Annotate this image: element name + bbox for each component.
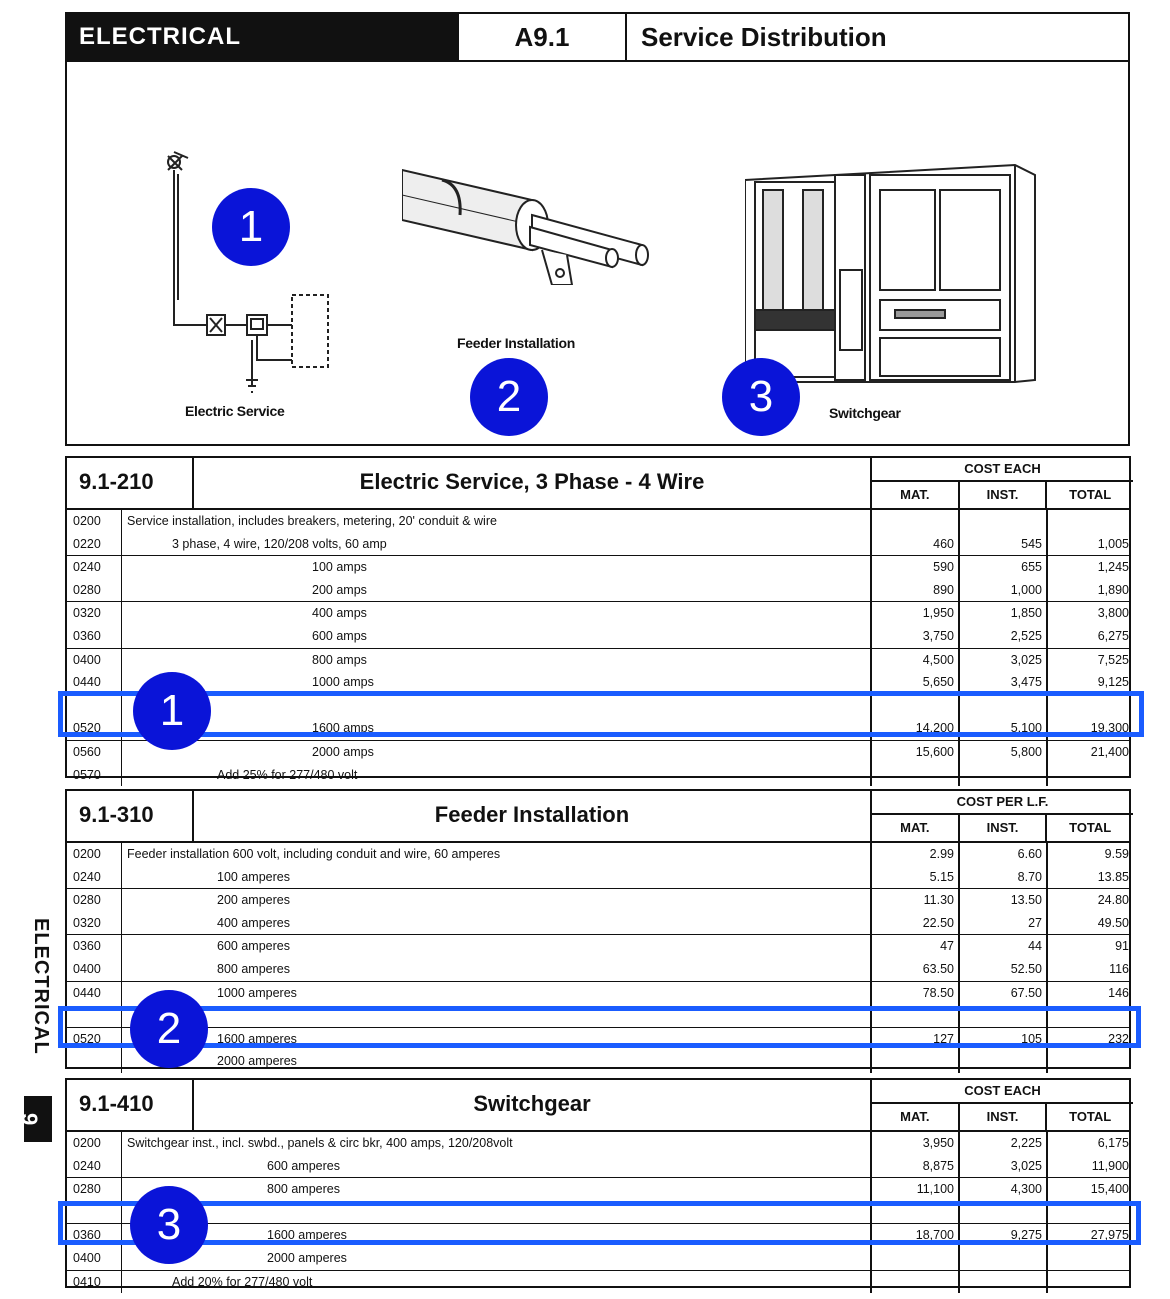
cell-inst: 13.50 bbox=[958, 889, 1046, 912]
side-tab-number: 9 bbox=[24, 1096, 52, 1142]
cell-total: 15,400 bbox=[1046, 1178, 1133, 1201]
line-description: 200 amperes bbox=[217, 893, 290, 908]
line-description: 2000 amperes bbox=[217, 1054, 297, 1069]
col-total: TOTAL bbox=[1045, 482, 1133, 508]
cell-mat bbox=[870, 1271, 958, 1294]
cell-total: 116 bbox=[1046, 958, 1133, 981]
cell-total: 24.80 bbox=[1046, 889, 1133, 912]
highlight-row-1 bbox=[58, 691, 1144, 737]
cell-total bbox=[1046, 1050, 1133, 1073]
line-description: 800 amperes bbox=[267, 1182, 340, 1197]
cell-total: 6,275 bbox=[1046, 625, 1133, 648]
table-row bbox=[67, 1132, 1129, 1155]
line-description: Add 20% for 277/480 volt bbox=[172, 1274, 313, 1289]
table-header bbox=[67, 458, 1129, 510]
highlight-row-2 bbox=[58, 1006, 1141, 1048]
table-row bbox=[67, 555, 1129, 579]
cell-mat: 14,200 bbox=[870, 717, 958, 740]
table-number: 9.1-210 bbox=[67, 458, 194, 508]
table-row bbox=[67, 1247, 1129, 1270]
cell-mat: 5,650 bbox=[870, 671, 958, 694]
cell-mat: 63.50 bbox=[870, 958, 958, 981]
line-description: 3 phase, 4 wire, 120/208 volts, 60 amp bbox=[172, 536, 387, 551]
cell-total: 9.59 bbox=[1046, 843, 1133, 866]
cell-inst: 3,475 bbox=[958, 671, 1046, 694]
line-number: 0570 bbox=[67, 764, 122, 787]
section-label: ELECTRICAL bbox=[67, 14, 459, 60]
line-description: 400 amperes bbox=[217, 915, 290, 930]
cell-inst: 52.50 bbox=[958, 958, 1046, 981]
cell-total: 91 bbox=[1046, 935, 1133, 958]
line-description: Add 25% for 277/480 volt bbox=[217, 767, 358, 782]
cell-total: 6,175 bbox=[1046, 1132, 1133, 1155]
marker-3: 3 bbox=[722, 358, 800, 436]
line-description: Feeder installation 600 volt, including conduit and wire, 60 amperes bbox=[127, 847, 501, 861]
line-number: 0440 bbox=[67, 982, 122, 1005]
cell-inst: 3,025 bbox=[958, 649, 1046, 672]
col-total: TOTAL bbox=[1045, 1104, 1133, 1130]
line-description: 2000 amperes bbox=[267, 1250, 347, 1265]
col-inst: INST. bbox=[958, 482, 1046, 508]
col-total: TOTAL bbox=[1045, 815, 1133, 841]
cell-mat: 15,600 bbox=[870, 741, 958, 764]
line-description: 600 amps bbox=[312, 628, 367, 643]
line-description: 200 amps bbox=[312, 582, 367, 597]
line-description: 600 amperes bbox=[267, 1158, 340, 1173]
line-number: 0360 bbox=[67, 1224, 122, 1247]
table-row bbox=[67, 1270, 1129, 1294]
line-number: 0410 bbox=[67, 1271, 122, 1294]
table-row bbox=[67, 866, 1129, 889]
switchgear-drawing bbox=[745, 160, 1045, 385]
line-number: 0240 bbox=[67, 866, 122, 889]
side-tab bbox=[18, 918, 58, 1148]
cell-total: 1,245 bbox=[1046, 556, 1133, 579]
cell-inst: 2,525 bbox=[958, 625, 1046, 648]
line-number: 0200 bbox=[67, 510, 122, 533]
table-row bbox=[67, 648, 1129, 672]
cell-inst: 3,025 bbox=[958, 1155, 1046, 1178]
line-number: 0400 bbox=[67, 649, 122, 672]
table-row bbox=[67, 740, 1129, 764]
cell-inst: 105 bbox=[958, 1028, 1046, 1051]
line-description: Switchgear inst., incl. swbd., panels & circ bkr, 400 amps, 120/208volt bbox=[127, 1136, 513, 1150]
table-row bbox=[67, 1155, 1129, 1178]
cell-total: 232 bbox=[1046, 1028, 1133, 1051]
cell-mat: 8,875 bbox=[870, 1155, 958, 1178]
line-description: 1000 amperes bbox=[217, 985, 297, 1000]
cell-mat: 11,100 bbox=[870, 1178, 958, 1201]
line-number: 0520 bbox=[67, 717, 122, 740]
line-number: 0400 bbox=[67, 958, 122, 981]
cell-total bbox=[1046, 764, 1133, 787]
line-description: 800 amps bbox=[312, 652, 367, 667]
line-description: 100 amperes bbox=[217, 869, 290, 884]
table-row bbox=[67, 934, 1129, 958]
line-number: 0360 bbox=[67, 935, 122, 958]
cell-inst: 2,225 bbox=[958, 1132, 1046, 1155]
line-number: 0360 bbox=[67, 625, 122, 648]
cell-total: 13.85 bbox=[1046, 866, 1133, 889]
col-inst: INST. bbox=[958, 815, 1046, 841]
line-number: 0240 bbox=[67, 556, 122, 579]
cell-mat: 3,950 bbox=[870, 1132, 958, 1155]
cell-mat bbox=[870, 1247, 958, 1270]
cell-total: 27,975 bbox=[1046, 1224, 1133, 1247]
cell-total bbox=[1046, 1271, 1133, 1294]
line-description: 400 amps bbox=[312, 606, 367, 621]
cell-mat: 47 bbox=[870, 935, 958, 958]
table-number: 9.1-410 bbox=[67, 1080, 194, 1130]
table-title: Feeder Installation bbox=[434, 802, 630, 827]
cell-inst: 5,100 bbox=[958, 717, 1046, 740]
line-number: 0200 bbox=[67, 843, 122, 866]
line-description: 800 amperes bbox=[217, 961, 290, 976]
table-row bbox=[67, 912, 1129, 935]
highlight-row-3 bbox=[58, 1201, 1141, 1245]
cost-header bbox=[870, 1080, 1133, 1130]
highlight-marker-1: 1 bbox=[133, 672, 211, 750]
cell-inst: 4,300 bbox=[958, 1178, 1046, 1201]
highlight-marker-2: 2 bbox=[130, 990, 208, 1068]
cell-total: 3,800 bbox=[1046, 602, 1133, 625]
cell-total: 21,400 bbox=[1046, 741, 1133, 764]
cell-inst: 8.70 bbox=[958, 866, 1046, 889]
col-mat: MAT. bbox=[900, 820, 930, 835]
line-number: 0280 bbox=[67, 579, 122, 602]
cell-mat: 2.99 bbox=[870, 843, 958, 866]
col-mat: MAT. bbox=[900, 1109, 930, 1124]
table-row bbox=[67, 533, 1129, 556]
col-mat: MAT. bbox=[900, 487, 930, 502]
cell-inst: 5,800 bbox=[958, 741, 1046, 764]
side-tab-label: ELECTRICAL bbox=[30, 918, 52, 1055]
page-header bbox=[65, 12, 1130, 62]
cell-total bbox=[1046, 1247, 1133, 1270]
table-row bbox=[67, 579, 1129, 602]
cell-inst bbox=[958, 1271, 1046, 1294]
table-header bbox=[67, 791, 1129, 843]
line-number: 0200 bbox=[67, 1132, 122, 1155]
page-title: Service Distribution bbox=[641, 22, 887, 52]
cell-inst: 655 bbox=[958, 556, 1046, 579]
cell-total: 9,125 bbox=[1046, 671, 1133, 694]
feeder-drawing bbox=[402, 155, 662, 285]
cell-mat: 78.50 bbox=[870, 982, 958, 1005]
cell-mat: 11.30 bbox=[870, 889, 958, 912]
line-number: 0320 bbox=[67, 602, 122, 625]
cell-inst bbox=[958, 510, 1046, 533]
table-title: Electric Service, 3 Phase - 4 Wire bbox=[359, 469, 705, 494]
cell-inst bbox=[958, 1050, 1046, 1073]
line-number: 0280 bbox=[67, 1178, 122, 1201]
cost-label: COST EACH bbox=[872, 458, 1133, 482]
line-description: 1600 amperes bbox=[217, 1031, 297, 1046]
cell-total: 1,890 bbox=[1046, 579, 1133, 602]
table-row bbox=[67, 958, 1129, 981]
cell-total: 19,300 bbox=[1046, 717, 1133, 740]
line-number: 0440 bbox=[67, 671, 122, 694]
table-row bbox=[67, 510, 1129, 533]
cell-total: 49.50 bbox=[1046, 912, 1133, 935]
cell-mat bbox=[870, 764, 958, 787]
line-description: 2000 amps bbox=[312, 744, 374, 759]
line-number bbox=[67, 1050, 122, 1073]
cell-mat: 890 bbox=[870, 579, 958, 602]
table-row bbox=[67, 1177, 1129, 1201]
line-number: 0520 bbox=[67, 1028, 122, 1051]
illustration-panel bbox=[65, 60, 1130, 446]
table-row bbox=[67, 601, 1129, 625]
cell-mat: 3,750 bbox=[870, 625, 958, 648]
caption-feeder-installation: Feeder Installation bbox=[457, 335, 575, 351]
table-body bbox=[67, 510, 1129, 786]
section-code: A9.1 bbox=[459, 14, 627, 60]
cell-total bbox=[1046, 510, 1133, 533]
cell-inst: 27 bbox=[958, 912, 1046, 935]
line-description: 1000 amps bbox=[312, 675, 374, 690]
caption-switchgear: Switchgear bbox=[829, 405, 901, 421]
marker-1: 1 bbox=[212, 188, 290, 266]
table-title: Switchgear bbox=[473, 1091, 591, 1116]
line-description: Service installation, includes breakers, metering, 20' conduit & wire bbox=[127, 514, 497, 528]
line-number: 0240 bbox=[67, 1155, 122, 1178]
line-number: 0280 bbox=[67, 889, 122, 912]
cell-mat: 5.15 bbox=[870, 866, 958, 889]
cell-inst: 1,850 bbox=[958, 602, 1046, 625]
table-row bbox=[67, 843, 1129, 866]
cost-header bbox=[870, 458, 1133, 508]
cell-mat bbox=[870, 510, 958, 533]
cell-total: 11,900 bbox=[1046, 1155, 1133, 1178]
line-description: 1600 amps bbox=[312, 721, 374, 736]
cell-inst: 67.50 bbox=[958, 982, 1046, 1005]
line-description: 600 amperes bbox=[217, 939, 290, 954]
cost-header bbox=[870, 791, 1133, 841]
highlight-marker-3: 3 bbox=[130, 1186, 208, 1264]
cell-mat: 4,500 bbox=[870, 649, 958, 672]
cell-inst bbox=[958, 1247, 1046, 1270]
cell-inst: 545 bbox=[958, 533, 1046, 556]
table-header bbox=[67, 1080, 1129, 1132]
caption-electric-service: Electric Service bbox=[185, 403, 285, 419]
cell-mat: 22.50 bbox=[870, 912, 958, 935]
marker-2: 2 bbox=[470, 358, 548, 436]
cell-mat bbox=[870, 1050, 958, 1073]
line-number: 0220 bbox=[67, 533, 122, 556]
line-number: 0560 bbox=[67, 741, 122, 764]
cell-inst: 44 bbox=[958, 935, 1046, 958]
table-row bbox=[67, 764, 1129, 787]
cell-inst: 9,275 bbox=[958, 1224, 1046, 1247]
cell-mat: 127 bbox=[870, 1028, 958, 1051]
cell-mat: 18,700 bbox=[870, 1224, 958, 1247]
table-row bbox=[67, 981, 1129, 1005]
col-inst: INST. bbox=[958, 1104, 1046, 1130]
cost-label: COST PER L.F. bbox=[872, 791, 1133, 815]
cell-inst: 6.60 bbox=[958, 843, 1046, 866]
cell-mat: 1,950 bbox=[870, 602, 958, 625]
cell-total: 146 bbox=[1046, 982, 1133, 1005]
cell-mat: 590 bbox=[870, 556, 958, 579]
table-row bbox=[67, 888, 1129, 912]
cost-table-switchgear bbox=[65, 1078, 1131, 1288]
cell-inst bbox=[958, 764, 1046, 787]
line-description: 1600 amperes bbox=[267, 1228, 347, 1243]
table-row bbox=[67, 625, 1129, 648]
cell-mat: 460 bbox=[870, 533, 958, 556]
cost-label: COST EACH bbox=[872, 1080, 1133, 1104]
cell-total: 1,005 bbox=[1046, 533, 1133, 556]
table-row bbox=[67, 1050, 1129, 1073]
cell-inst: 1,000 bbox=[958, 579, 1046, 602]
cell-total: 7,525 bbox=[1046, 649, 1133, 672]
line-number: 0320 bbox=[67, 912, 122, 935]
line-number: 0400 bbox=[67, 1247, 122, 1270]
line-description: 100 amps bbox=[312, 560, 367, 575]
table-number: 9.1-310 bbox=[67, 791, 194, 841]
